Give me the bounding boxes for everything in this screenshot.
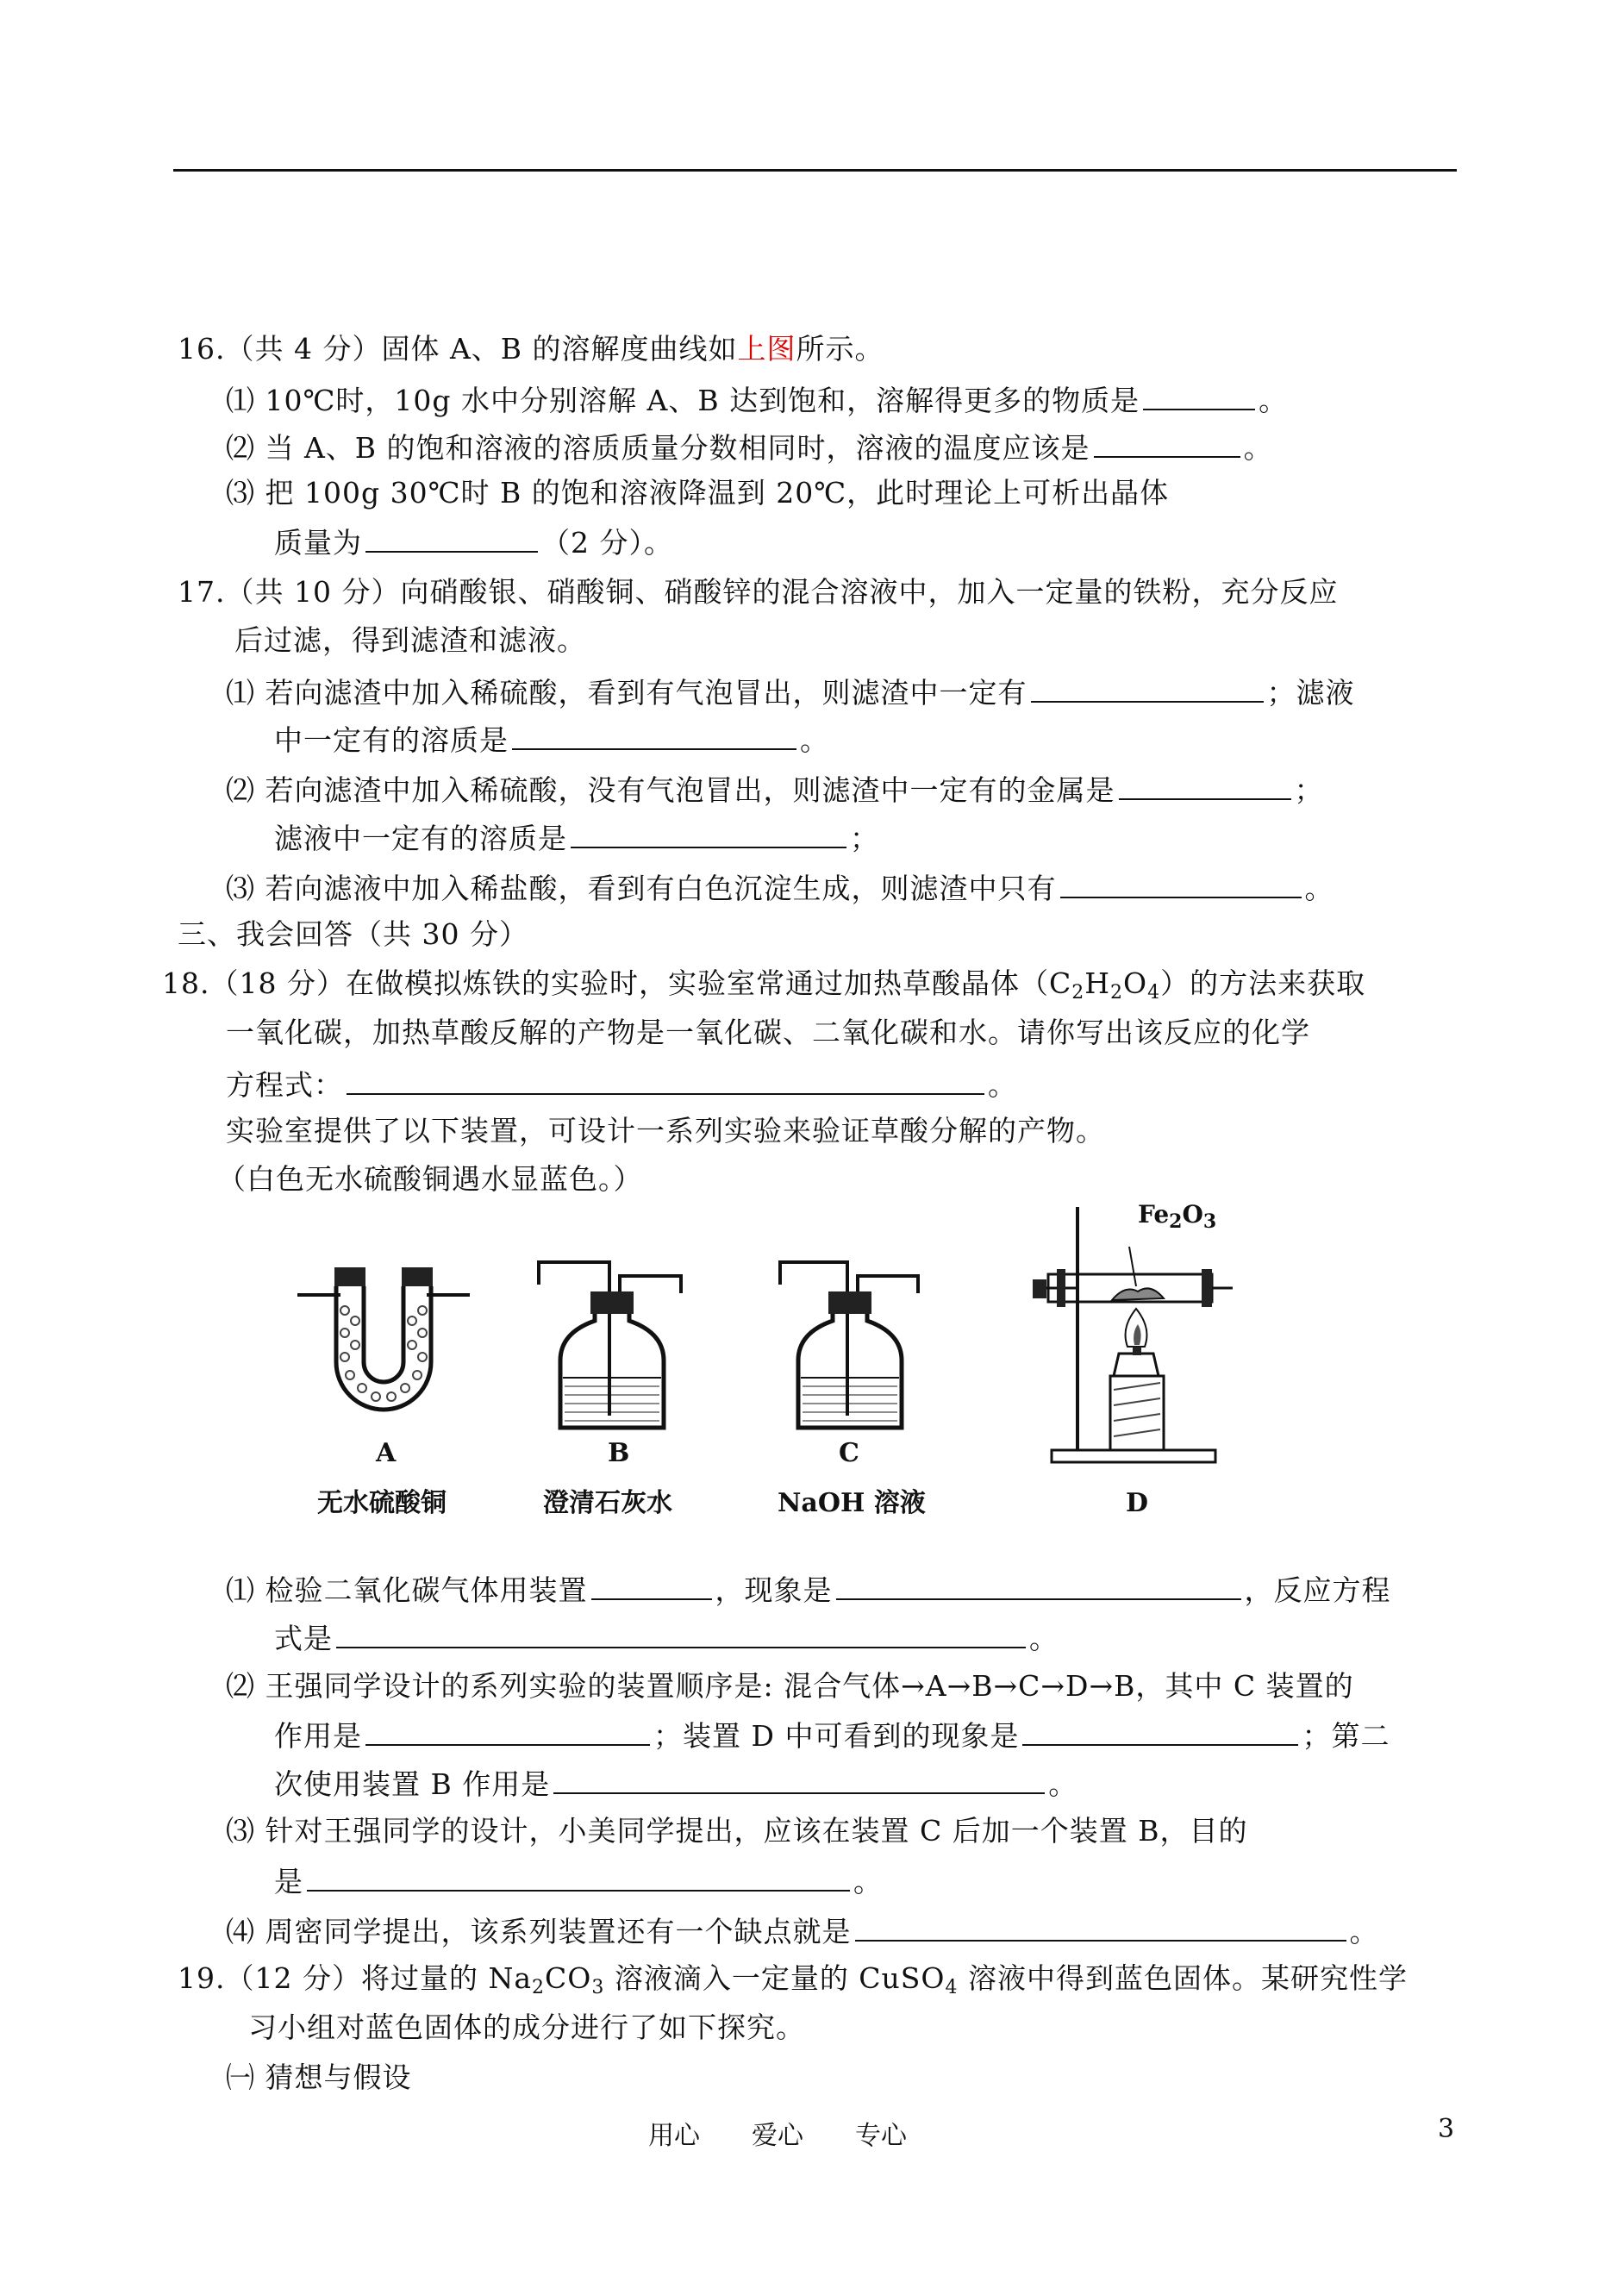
answer-blank[interactable] <box>307 1862 850 1892</box>
q19-heading-line1: 19.（12 分）将过量的 $Na_2CO_3$ 溶液滴入一定量的 CuSO$_4$ 溶液中得到蓝色固体。某研究性学 <box>178 1961 1408 1998</box>
q16-heading: 16.（共 4 分）固体 A、B 的溶解度曲线如上图所示。 <box>178 332 884 366</box>
answer-blank[interactable] <box>512 721 796 750</box>
q16-part1: ⑴ 10℃时，10g 水中分别溶解 A、B 达到饱和，溶解得更多的物质是 。 <box>226 381 1288 418</box>
q19-part1: ㈠ 猜想与假设 <box>226 2060 412 2094</box>
footer-motto: 用心 爱心 专心 <box>648 2121 907 2151</box>
page-number: 3 <box>1438 2114 1455 2144</box>
apparatus-b-gas-bottle-figure <box>530 1250 685 1440</box>
apparatus-a-letter: A <box>376 1438 397 1468</box>
answer-blank[interactable] <box>1143 381 1255 410</box>
answer-blank[interactable] <box>1022 1717 1298 1746</box>
q18-heading-line2: 一氧化碳，加热草酸反解的产物是一氧化碳、二氧化碳和水。请你写出该反应的化学 <box>226 1016 1310 1049</box>
answer-blank[interactable] <box>836 1571 1241 1600</box>
header-rule <box>173 169 1457 172</box>
figure-reference-link[interactable]: 上图 <box>737 332 796 366</box>
q17-part1-line1: ⑴ 若向滤渣中加入稀硫酸，看到有气泡冒出，则滤渣中一定有 ；滤液 <box>226 673 1355 710</box>
q16-part3-line1: ⑶ 把 100g 30℃时 B 的饱和溶液降温到 20℃，此时理论上可析出晶体 <box>226 476 1170 510</box>
q18-part4: ⑷ 周密同学提出，该系列装置还有一个缺点就是 。 <box>226 1912 1379 1949</box>
q17-heading-line1: 17.（共 10 分）向硝酸银、硝酸铜、硝酸锌的混合溶液中，加入一定量的铁粉，充分反应 <box>178 575 1339 609</box>
section-heading: 三、我会回答（共 30 分） <box>178 917 528 951</box>
apparatus-a-label: 无水硫酸铜 <box>317 1488 447 1518</box>
q18-heading-line3: 方程式： 。 <box>226 1066 1017 1103</box>
apparatus-b-letter: B <box>608 1438 630 1468</box>
q17-part1-line2: 中一定有的溶质是 。 <box>274 721 829 758</box>
q18-part3-line1: ⑶ 针对王强同学的设计，小美同学提出，应该在装置 C 后加一个装置 B，目的 <box>226 1814 1248 1848</box>
q18-part2-line1: ⑵ 王强同学设计的系列实验的装置顺序是: 混合气体→A→B→C→D→B，其中 C 装置的 <box>226 1669 1354 1703</box>
answer-blank[interactable] <box>1119 771 1291 800</box>
apparatus-b-label: 澄清石灰水 <box>543 1488 672 1518</box>
q18-part1-line1: ⑴ 检验二氧化碳气体用装置 ，现象是 ，反应方程 <box>226 1571 1391 1608</box>
answer-blank[interactable] <box>571 819 846 848</box>
q18-part1-line2: 式是 。 <box>274 1619 1059 1656</box>
q18-part2-line3: 次使用装置 B 作用是 。 <box>274 1765 1077 1802</box>
q17-heading-line2: 后过滤，得到滤渣和滤液。 <box>234 623 586 657</box>
apparatus-c-label: NaOH 溶液 <box>778 1488 926 1518</box>
answer-blank[interactable] <box>1094 428 1240 458</box>
answer-blank[interactable] <box>347 1066 984 1095</box>
q18-intro: 实验室提供了以下装置，可设计一系列实验来验证草酸分解的产物。 <box>226 1114 1105 1148</box>
apparatus-d-letter: D <box>1126 1488 1149 1518</box>
answer-blank[interactable] <box>365 1717 650 1746</box>
answer-blank[interactable] <box>591 1571 712 1600</box>
q17-part3: ⑶ 若向滤液中加入稀盐酸，看到有白色沉淀生成，则滤渣中只有 。 <box>226 869 1334 906</box>
q16-part2: ⑵ 当 A、B 的饱和溶液的溶质质量分数相同时，溶液的温度应该是 。 <box>226 428 1273 466</box>
q18-heading-line1: 18.（18 分）在做模拟炼铁的实验时，实验室常通过加热草酸晶体$(C_2H_2O_4)$的方法来获取 <box>162 966 1366 1004</box>
q19-heading-line2: 习小组对蓝色固体的成分进行了如下探究。 <box>248 2010 805 2044</box>
answer-blank[interactable] <box>336 1619 1026 1648</box>
apparatus-c-letter: C <box>839 1438 859 1468</box>
q17-part2-line1: ⑵ 若向滤渣中加入稀硫酸，没有气泡冒出，则滤渣中一定有的金属是 ； <box>226 771 1324 808</box>
apparatus-c-gas-bottle-figure <box>771 1250 927 1440</box>
q18-part3-line2: 是 。 <box>274 1862 883 1899</box>
answer-blank[interactable] <box>365 523 538 553</box>
apparatus-d-fe2o3-label: $Fe_2O_3$ <box>1138 1200 1217 1233</box>
apparatus-a-u-tube-figure <box>293 1250 474 1431</box>
q18-note: （白色无水硫酸铜遇水显蓝色。） <box>217 1162 643 1196</box>
q17-part2-line2: 滤液中一定有的溶质是 ； <box>274 819 879 856</box>
answer-blank[interactable] <box>1060 869 1302 898</box>
q16-part3-line2: 质量为 （2 分）。 <box>274 523 673 560</box>
answer-blank[interactable] <box>855 1912 1346 1942</box>
apparatus-d-heating-setup-figure <box>1017 1198 1241 1474</box>
answer-blank[interactable] <box>553 1765 1045 1794</box>
answer-blank[interactable] <box>1031 673 1264 703</box>
q18-part2-line2: 作用是 ；装置 D 中可看到的现象是 ；第二 <box>274 1717 1390 1754</box>
